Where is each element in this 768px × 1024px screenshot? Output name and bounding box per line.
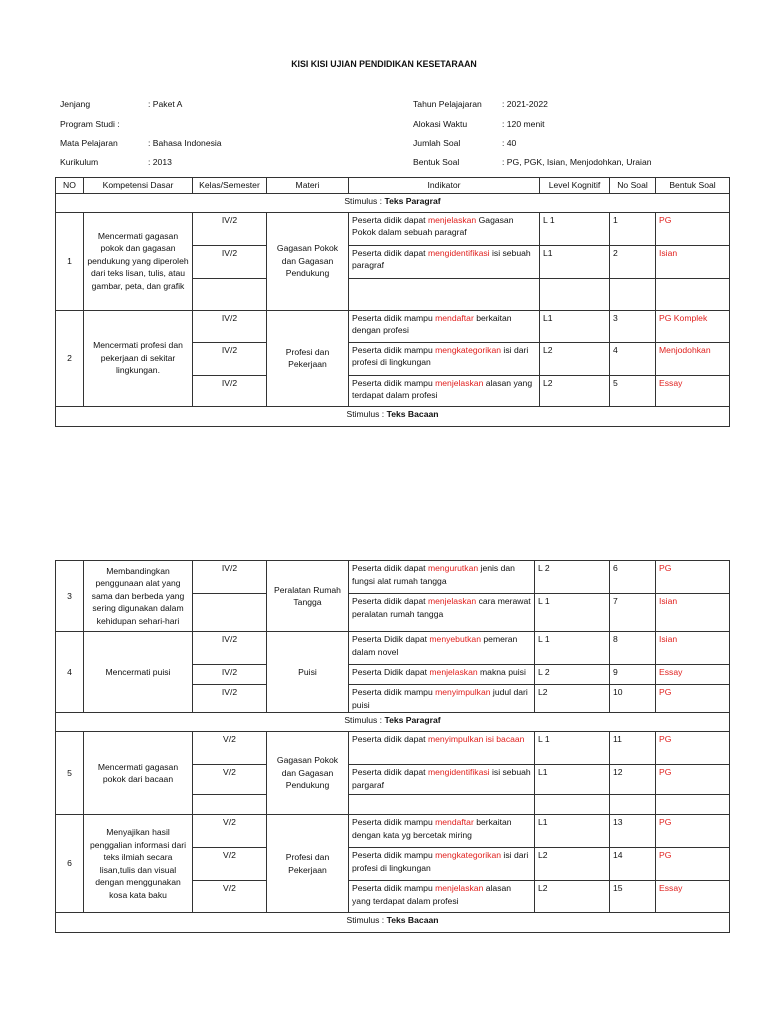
indikator [349,848,535,881]
kelas-semester: V/2 [193,848,267,881]
stimulus-label: Stimulus : [344,715,385,725]
row-number: 4 [56,632,84,713]
indikator [349,561,535,594]
indikator-text: Peserta didik mampu [352,687,436,697]
no-soal: 15 [610,881,656,913]
indikator-text: jenis dan fungsi alat rumah tangga [352,563,515,586]
stimulus-row [56,913,730,933]
indikator-verb: mengidentifikasi [427,767,490,777]
indikator-verb: menjelaskan [435,883,484,893]
column-header: Indikator [349,178,540,194]
column-header: No Soal [610,178,656,194]
indikator-verb: menjelaskan [427,596,477,606]
indikator-text: judul dari puisi [352,687,528,710]
stimulus-row [56,713,730,732]
no-soal: 9 [610,665,656,685]
bentuk-soal: PG [656,212,730,245]
meta-value: : Paket A [148,99,183,109]
level-kognitif: L1 [540,310,610,342]
indikator-verb: mengkategorikan [435,344,502,355]
no-soal [610,278,656,310]
level-kognitif: L2 [535,685,610,713]
bentuk-soal: PG [656,765,730,795]
indikator-text: Peserta didik dapat [352,563,428,573]
kompetensi-dasar: Mencermati gagasan pokok dari bacaan [84,732,193,815]
no-soal: 7 [610,594,656,632]
indikator [349,665,535,685]
no-soal: 3 [610,310,656,342]
kelas-semester: IV/2 [193,632,267,665]
kelas-semester: IV/2 [193,310,267,342]
stimulus-type: Teks Bacaan [386,408,439,419]
stimulus-label: Stimulus : [346,408,387,419]
kompetensi-dasar: Mencermati profesi dan pekerjaan di sekitar lingkungan. [84,310,193,406]
meta-value: : 2021-2022 [502,99,548,109]
stimulus-type: Teks Paragraf [384,715,441,725]
level-kognitif: L2 [535,881,610,913]
meta-key: Jenjang [60,99,91,109]
indikator-text: isi dari profesi di lingkungan [352,850,529,873]
no-soal: 13 [610,815,656,848]
kelas-semester: IV/2 [193,245,267,278]
no-soal: 11 [610,732,656,765]
materi: Peralatan Rumah Tangga [267,561,349,632]
meta-key: Alokasi Waktu [413,119,468,129]
kelas-semester: IV/2 [193,212,267,245]
level-kognitif: L1 [535,815,610,848]
kelas-semester: IV/2 [193,665,267,685]
indikator-text: alasan yang terdapat dalam profesi [352,377,533,400]
meta-value: : Bahasa Indonesia [148,138,222,148]
indikator [349,594,535,632]
indikator-text: berkaitan dengan profesi [352,312,512,335]
kisi-table-1 [55,177,730,427]
indikator-verb: mengurutkan [427,563,479,573]
materi: Profesi dan Pekerjaan [267,310,349,406]
indikator-text: Peserta didik dapat [352,247,428,258]
indikator-text: Gagasan Pokok dalam sebuah paragraf [352,214,514,237]
indikator [349,881,535,913]
meta-value: : 120 menit [502,119,545,129]
indikator [349,310,540,342]
row-number: 3 [56,561,84,632]
indikator-verb: menyebutkan [429,634,481,644]
no-soal: 2 [610,245,656,278]
indikator-text: Peserta didik dapat [352,214,428,225]
indikator-verb: mendaftar [435,817,474,827]
indikator [349,632,535,665]
row-number: 5 [56,732,84,815]
kompetensi-dasar: Menyajikan hasil penggalian informasi dari teks ilmiah secara lisan,tulis dan visual dengan menggunakan kosa kata baku [84,815,193,913]
column-header: Level Kognitif [540,178,610,194]
indikator-text: Peserta didik dapat [352,767,428,777]
no-soal: 8 [610,632,656,665]
indikator-text: alasan yang terdapat dalam profesi [352,883,512,906]
no-soal: 12 [610,765,656,795]
bentuk-soal [656,795,730,815]
indikator-verb: menjelaskan [435,377,484,388]
kelas-semester [193,278,267,310]
indikator-verb: menjelaskan [429,667,478,677]
kelas-semester: V/2 [193,815,267,848]
bentuk-soal: Essay [656,881,730,913]
level-kognitif: L1 [535,765,610,795]
kelas-semester: IV/2 [193,342,267,375]
meta-key: Jumlah Soal [413,138,461,148]
indikator [349,278,540,310]
indikator-text: Peserta Didik dapat [352,667,430,677]
stimulus-label: Stimulus : [346,915,387,925]
materi: Gagasan Pokok dan Gagasan Pendukung [267,732,349,815]
meta-key: Mata Pelajaran [60,138,118,148]
bentuk-soal: Menjodohkan [656,342,730,375]
indikator-text: Peserta didik dapat [352,734,428,744]
no-soal: 5 [610,375,656,406]
bentuk-soal: PG [656,732,730,765]
meta-value: : PG, PGK, Isian, Menjodohkan, Uraian [502,157,652,167]
indikator [349,815,535,848]
level-kognitif [535,795,610,815]
indikator-text: Peserta Didik dapat [352,634,430,644]
meta-value: : 40 [502,138,517,148]
indikator-text: isi sebuah paragraf [352,247,531,270]
kelas-semester [193,594,267,632]
bentuk-soal: PG [656,848,730,881]
indikator-text: makna puisi [477,667,526,677]
kelas-semester: V/2 [193,765,267,795]
bentuk-soal: Essay [656,665,730,685]
indikator [349,342,540,375]
kelas-semester: V/2 [193,732,267,765]
kelas-semester [193,795,267,815]
meta-key: Kurikulum [60,157,99,167]
indikator [349,212,540,245]
kompetensi-dasar: Mencermati puisi [84,632,193,713]
indikator-text: Peserta didik mampu [352,817,436,827]
indikator-text: Peserta didik mampu [352,312,436,323]
bentuk-soal: PG Komplek [656,310,730,342]
indikator-text: isi sebuah pargaraf [352,767,531,790]
column-header: Kelas/Semester [193,178,267,194]
level-kognitif: L2 [535,848,610,881]
level-kognitif: L 1 [535,732,610,765]
no-soal: 1 [610,212,656,245]
no-soal: 10 [610,685,656,713]
kompetensi-dasar: Mencermati gagasan pokok dan gagasan pendukung yang diperoleh dari teks lisan, tulis, atau gambar, peta, dan grafik [84,212,193,310]
level-kognitif: L 1 [535,594,610,632]
indikator-text: Peserta didik mampu [352,377,436,388]
bentuk-soal: PG [656,815,730,848]
bentuk-soal [656,278,730,310]
kelas-semester: IV/2 [193,375,267,406]
no-soal: 4 [610,342,656,375]
row-number: 6 [56,815,84,913]
level-kognitif: L1 [540,245,610,278]
column-header: Kompetensi Dasar [84,178,193,194]
materi: Puisi [267,632,349,713]
indikator-verb: mengidentifikasi [427,247,490,258]
meta-key: Tahun Pelajajaran [413,99,482,109]
indikator [349,685,535,713]
stimulus-label: Stimulus : [344,195,385,206]
level-kognitif: L2 [540,375,610,406]
no-soal: 14 [610,848,656,881]
indikator-text: Peserta didik mampu [352,344,436,355]
no-soal [610,795,656,815]
row-number: 1 [56,212,84,310]
meta-key: Bentuk Soal [413,157,460,167]
column-header: NO [56,178,84,194]
indikator-verb: menyimpulkan [435,687,491,697]
level-kognitif: L2 [540,342,610,375]
no-soal: 6 [610,561,656,594]
indikator-text: Peserta didik dapat [352,596,428,606]
kompetensi-dasar: Membandingkan penggunaan alat yang sama dan berbeda yang sering digunakan dalam kehidupan sehari-hari [84,561,193,632]
bentuk-soal: Isian [656,594,730,632]
indikator-text: berkaitan dengan kata yg bercetak miring [352,817,512,840]
indikator-verb: mendaftar [435,312,474,323]
bentuk-soal: Isian [656,632,730,665]
indikator-text: Peserta didik mampu [352,850,436,860]
indikator [349,795,535,815]
indikator-verb: menjelaskan [427,214,477,225]
indikator [349,732,535,765]
indikator-verb: mengkategorikan [435,850,502,860]
level-kognitif: L 1 [540,212,610,245]
indikator [349,765,535,795]
materi: Gagasan Pokok dan Gagasan Pendukung [267,212,349,310]
bentuk-soal: Isian [656,245,730,278]
column-header: Materi [267,178,349,194]
kelas-semester: V/2 [193,881,267,913]
indikator-text: Peserta didik mampu [352,883,436,893]
kelas-semester: IV/2 [193,685,267,713]
bentuk-soal: PG [656,561,730,594]
stimulus-row [56,193,730,212]
level-kognitif: L 2 [535,561,610,594]
stimulus-type: Teks Bacaan [386,915,439,925]
row-number: 2 [56,310,84,406]
level-kognitif: L 2 [535,665,610,685]
indikator-verb: menyimpulkan isi bacaan [427,734,525,744]
meta-key: Program Studi : [60,119,120,129]
bentuk-soal: Essay [656,375,730,406]
indikator-text: pemeran dalam novel [352,634,518,657]
level-kognitif [540,278,610,310]
indikator-text: cara merawat peralatan rumah tangga [352,596,531,619]
indikator-text: isi dari profesi di lingkungan [352,344,529,367]
indikator [349,375,540,406]
stimulus-type: Teks Paragraf [384,195,441,206]
stimulus-row [56,406,730,426]
meta-value: : 2013 [148,157,172,167]
materi: Profesi dan Pekerjaan [267,815,349,913]
document-title: KISI KISI UJIAN PENDIDIKAN KESETARAAN [291,59,477,69]
kisi-table-2 [55,560,730,933]
indikator [349,245,540,278]
bentuk-soal: PG [656,685,730,713]
kelas-semester: IV/2 [193,561,267,594]
column-header: Bentuk Soal [656,178,730,194]
level-kognitif: L 1 [535,632,610,665]
